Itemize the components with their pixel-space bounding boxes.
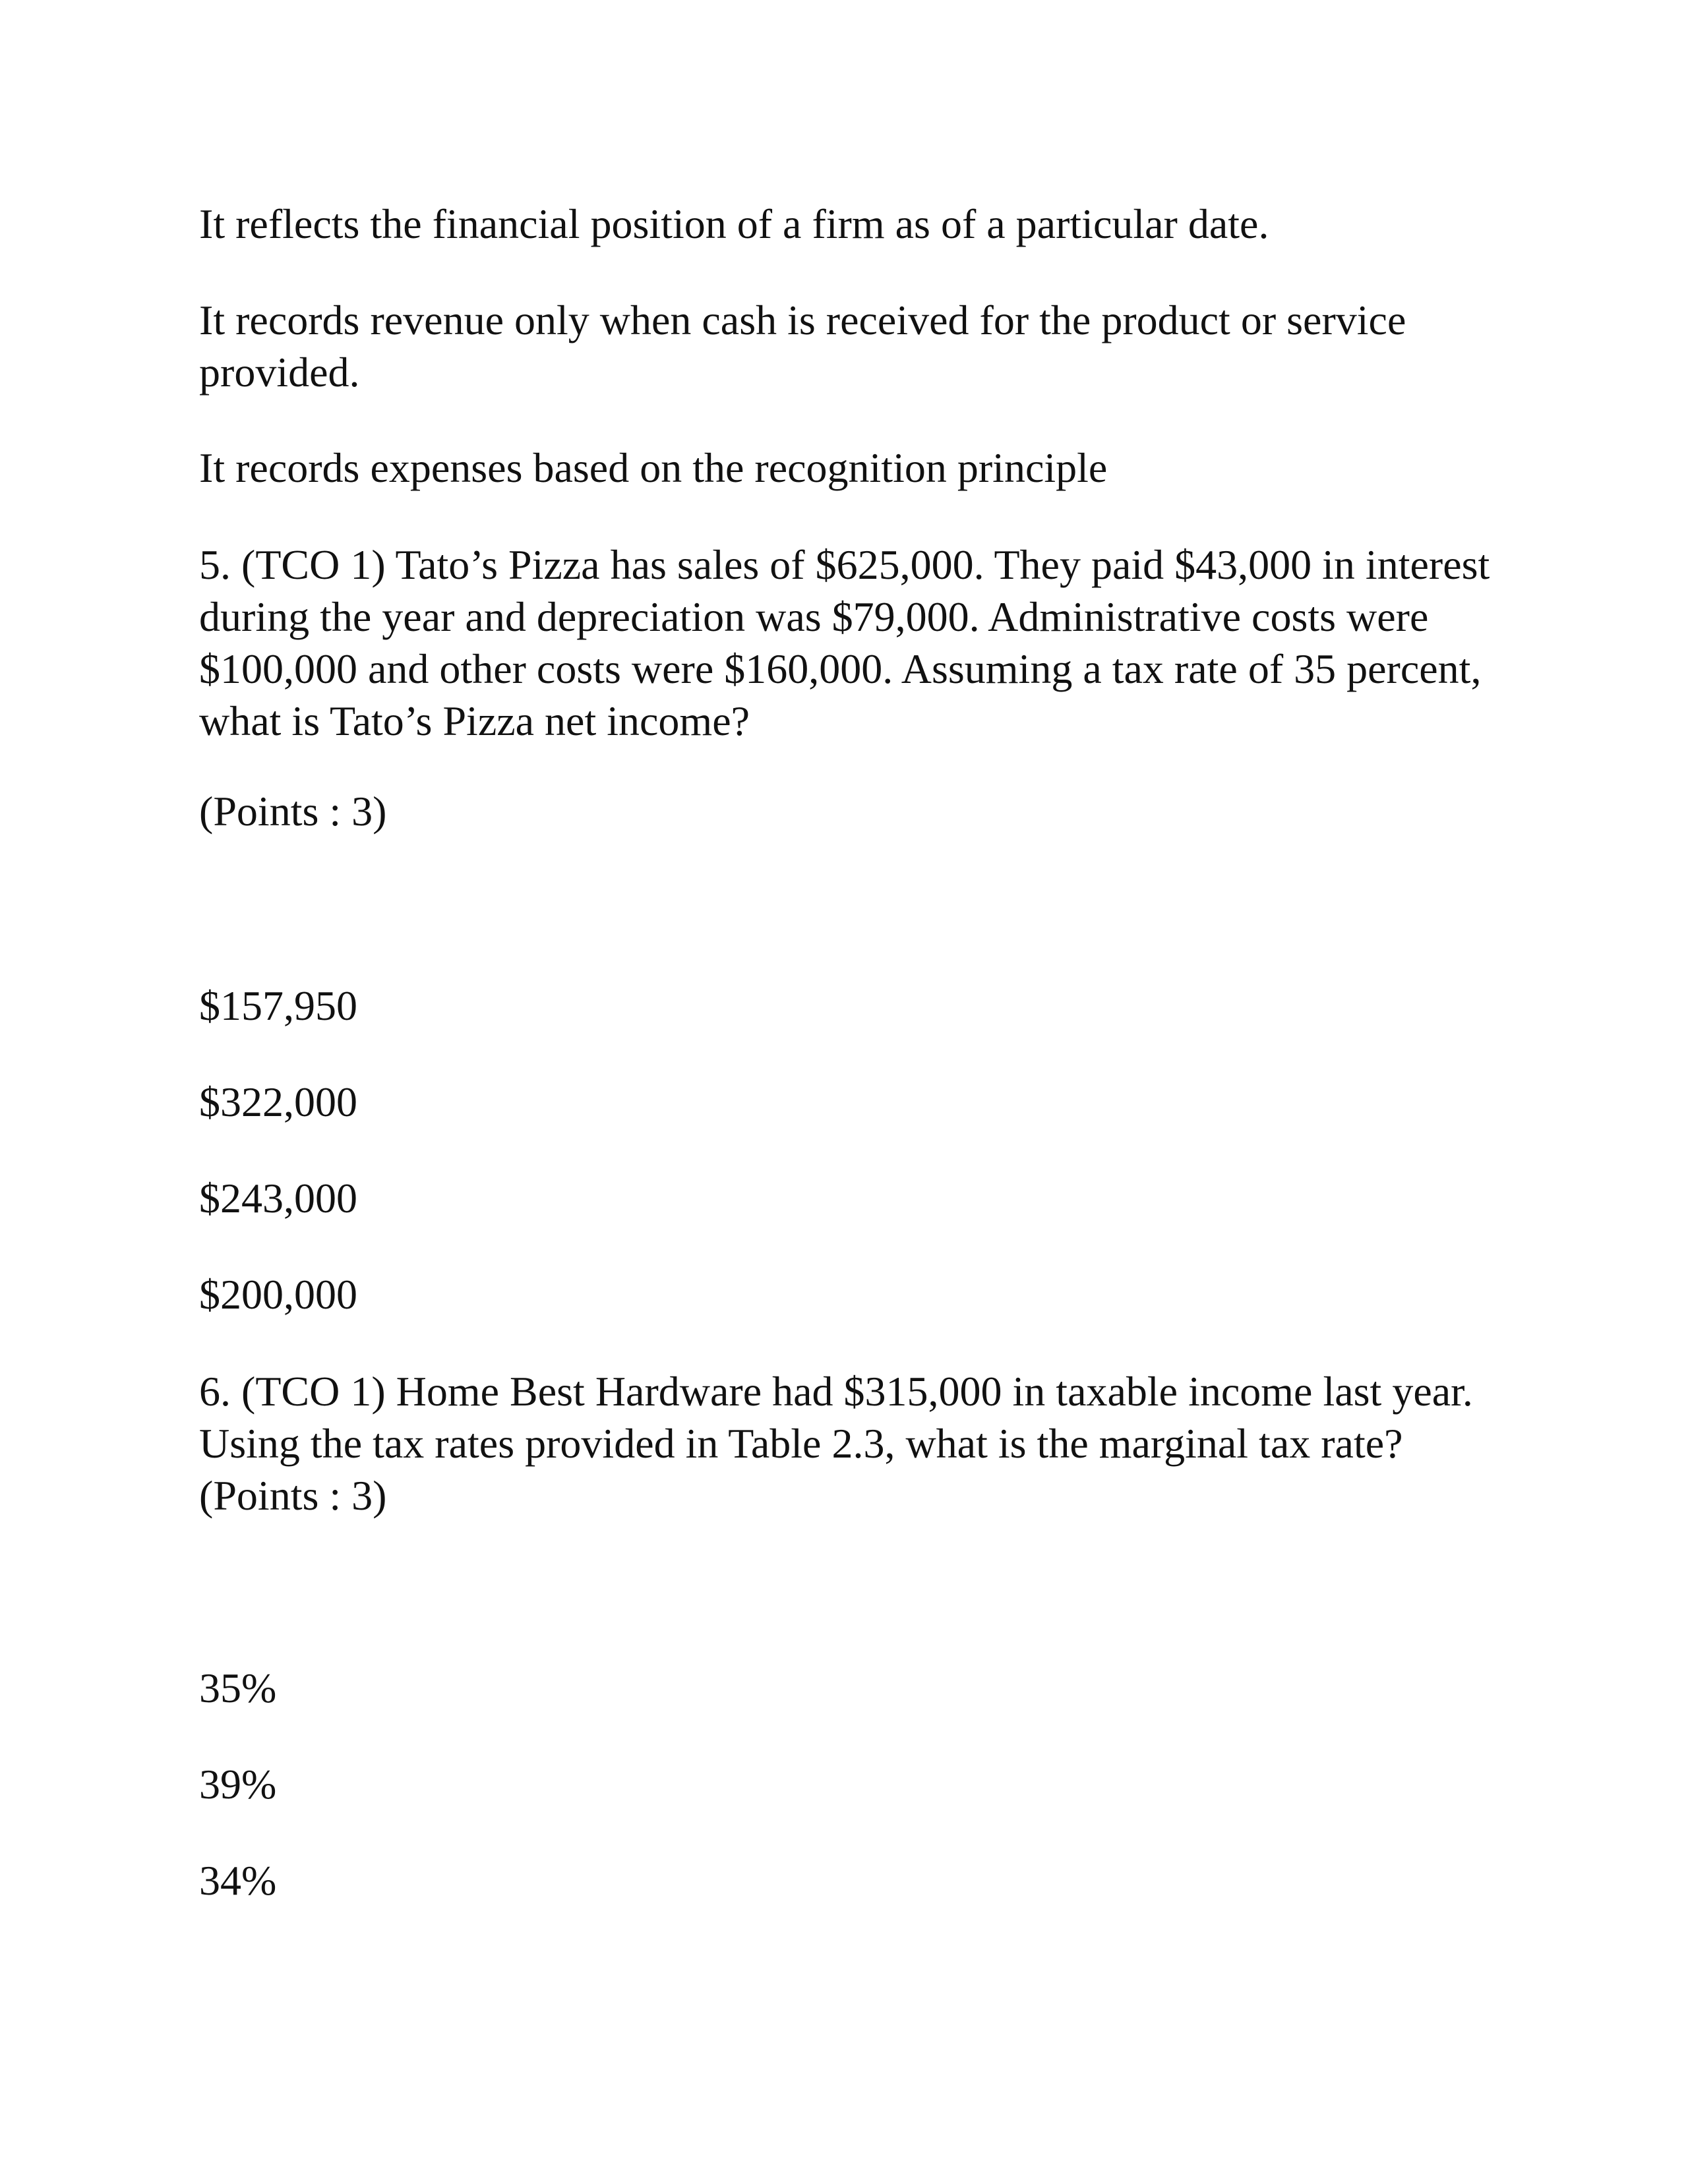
question-5-option-d: $200,000 bbox=[199, 1271, 357, 1318]
question-5-points: (Points : 3) bbox=[199, 788, 387, 835]
answer-option-text: It records revenue only when cash is received for the product or service provided. bbox=[199, 297, 1406, 396]
question-5-text: 5. (TCO 1) Tato’s Pizza has sales of $625,000. They paid $43,000 in interest during the year and depreciation was $79,000. Administrative costs were $100,000 and other costs were $160,000. Assuming a tax rate of 35 percent, what is Tato’s Pizza net income? bbox=[199, 541, 1490, 744]
question-6-option-c: 34% bbox=[199, 1857, 277, 1904]
answer-option-text: It reflects the financial position of a firm as of a particular date. bbox=[199, 200, 1269, 247]
question-5-option-b: $322,000 bbox=[199, 1078, 357, 1125]
question-6-option-b: 39% bbox=[199, 1761, 277, 1808]
question-5-option-a: $157,950 bbox=[199, 982, 357, 1029]
answer-option-text: It records expenses based on the recognition principle bbox=[199, 444, 1108, 491]
question-6-text: 6. (TCO 1) Home Best Hardware had $315,000 in taxable income last year. Using the tax rates provided in Table 2.3, what is the marginal tax rate?(Points : 3) bbox=[199, 1368, 1473, 1519]
question-6-option-a: 35% bbox=[199, 1665, 277, 1711]
question-5-option-c: $243,000 bbox=[199, 1175, 357, 1222]
